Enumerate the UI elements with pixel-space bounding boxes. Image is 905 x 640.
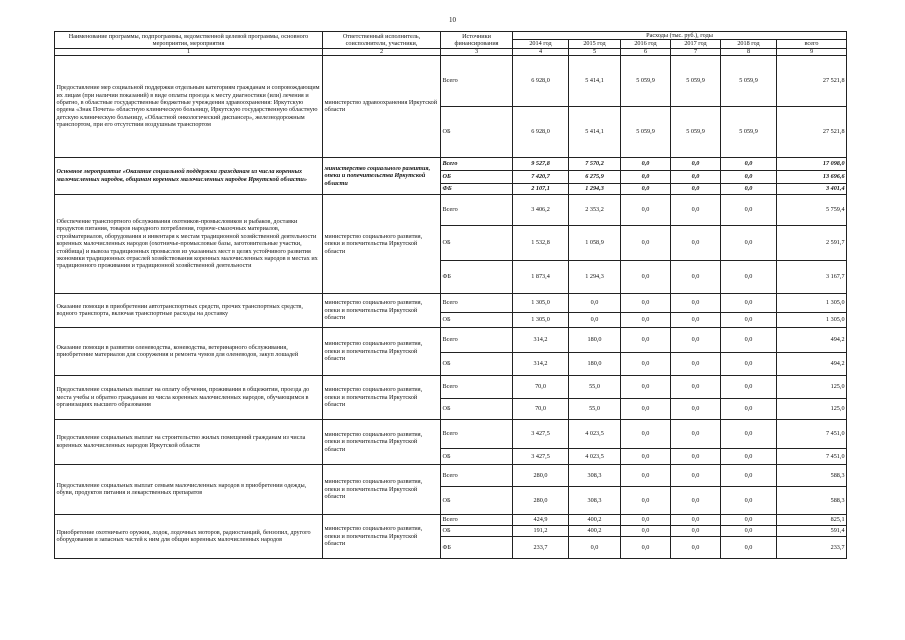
expense-value-cell: 2 353,2 [569, 194, 621, 225]
program-name-cell: Обеспечение транспортного обслуживания охотников-промысловиков и рыбаков, доставки продуктов питания, товаров народного потребления, горюче-смазочных материалов, стройматериалов, оборудования и инвентаря к местам традиционной хозяйственной деятельности коренных малочисленных народов (охотничье-промысловые базы, заготовительные участки, стойбища) и вывоза традиционных промыслов из указанных мест в целях устойчивого развития экономики традиционных отраслей хозяйствования коренных малочисленных народов в местах их традиционного проживания и традиционной хозяйственной деятельности [55, 194, 323, 293]
expense-value-cell: 0,0 [621, 514, 671, 525]
column-number: 3 [441, 48, 513, 55]
funding-source-cell: ОБ [441, 525, 513, 536]
column-number: 8 [721, 48, 777, 55]
header-expenses: Расходы (тыс. руб.), годы [513, 32, 847, 40]
expense-value-cell: 0,0 [721, 536, 777, 558]
expense-value-cell: 0,0 [721, 170, 777, 183]
funding-source-cell: ОБ [441, 398, 513, 419]
expense-value-cell: 0,0 [721, 464, 777, 486]
column-number: 6 [621, 48, 671, 55]
expense-value-cell: 1 058,9 [569, 225, 621, 260]
expense-value-cell: 0,0 [671, 398, 721, 419]
expense-value-cell: 0,0 [721, 514, 777, 525]
column-number: 2 [323, 48, 441, 55]
expense-total-cell: 27 521,8 [777, 55, 847, 106]
column-number: 5 [569, 48, 621, 55]
column-number: 1 [55, 48, 323, 55]
expense-value-cell: 180,0 [569, 327, 621, 352]
expense-value-cell: 191,2 [513, 525, 569, 536]
table-row [55, 157, 847, 170]
column-number: 7 [671, 48, 721, 55]
expense-value-cell: 0,0 [721, 293, 777, 312]
expense-value-cell: 0,0 [671, 486, 721, 514]
expense-value-cell: 6 275,9 [569, 170, 621, 183]
expense-value-cell: 0,0 [621, 194, 671, 225]
responsible-cell: министерство социального развития, опеки и попечительства Иркутской области [323, 157, 441, 194]
program-name-cell: Предоставление мер социальной поддержки отдельным категориям гражданам и сопровождающим их лицам (при наличии показаний) в виде оплаты проезда к месту диагностики (или) лечения и обратно, в областные государственные бюджетные учреждения здравоохранения: Иркутскую ордена «Знак Почета» областную клиническую больницу, Иркутскую государственную областную детскую клиническую больницу, «Областной онкологический диспансер», железнодорожным транспортом, при его отсутствии воздушным транспортом [55, 55, 323, 157]
expense-value-cell: 0,0 [721, 448, 777, 464]
responsible-cell: министерство социального развития, опеки и попечительства Иркутской области [323, 464, 441, 514]
funding-source-cell: Всего [441, 293, 513, 312]
expense-value-cell: 0,0 [621, 352, 671, 375]
program-name-cell: Предоставление социальных выплат на оплату обучения, проживания в общежитии, проезда до места учебы и обратно гражданам из числа коренных малочисленных народов, обучающимся в организациях высшего образования [55, 375, 323, 419]
expense-value-cell: 55,0 [569, 398, 621, 419]
expense-value-cell: 6 928,0 [513, 106, 569, 157]
expense-value-cell: 0,0 [721, 194, 777, 225]
expense-total-cell: 591,4 [777, 525, 847, 536]
table-row [55, 327, 847, 352]
expense-value-cell: 5 059,9 [721, 55, 777, 106]
responsible-cell: министерство социального развития, опеки и попечительства Иркутской области [323, 293, 441, 327]
expense-value-cell: 0,0 [621, 183, 671, 194]
expense-value-cell: 7 420,7 [513, 170, 569, 183]
responsible-cell: министерство социального развития, опеки и попечительства Иркутской области [323, 327, 441, 375]
expense-value-cell: 0,0 [721, 398, 777, 419]
expense-total-cell: 125,0 [777, 398, 847, 419]
expense-value-cell: 0,0 [721, 352, 777, 375]
expense-value-cell: 0,0 [671, 293, 721, 312]
expense-value-cell: 0,0 [621, 260, 671, 293]
expense-value-cell: 7 570,2 [569, 157, 621, 170]
budget-table [54, 31, 847, 559]
funding-source-cell: Всего [441, 375, 513, 398]
expense-value-cell: 0,0 [721, 486, 777, 514]
expense-value-cell: 0,0 [721, 183, 777, 194]
program-name-cell: Приобретение охотничьего оружия, лодок, лодочных моторов, радиостанций, бензопил, другого оборудования и запасных частей к ним для общин коренных малочисленных народов [55, 514, 323, 558]
expense-value-cell: 0,0 [721, 157, 777, 170]
header-program-name: Наименование программы, подпрограммы, ведомственной целевой программы, основного мероприятия, мероприятия [55, 32, 323, 49]
table-row [55, 194, 847, 225]
expense-value-cell: 400,2 [569, 525, 621, 536]
expense-value-cell: 0,0 [621, 536, 671, 558]
program-name-cell: Основное мероприятие «Оказание социальной поддержки гражданам из числа коренных малочисленных народов, общинам коренных малочисленных народов Иркутской области» [55, 157, 323, 194]
expense-value-cell: 9 527,8 [513, 157, 569, 170]
expense-value-cell: 2 107,1 [513, 183, 569, 194]
funding-source-cell: ФБ [441, 260, 513, 293]
expense-value-cell: 0,0 [671, 375, 721, 398]
responsible-cell: министерство социального развития, опеки и попечительства Иркутской области [323, 375, 441, 419]
program-name-cell: Оказание помощи в приобретении автотранспортных средств, прочих транспортных средств, водного транспорта, включая транспортные расходы на доставку [55, 293, 323, 327]
expense-value-cell: 5 414,1 [569, 55, 621, 106]
expense-value-cell: 0,0 [621, 375, 671, 398]
funding-source-cell: Всего [441, 327, 513, 352]
funding-source-cell: ОБ [441, 486, 513, 514]
funding-source-cell: Всего [441, 514, 513, 525]
expense-total-cell: 13 696,6 [777, 170, 847, 183]
expense-value-cell: 0,0 [671, 170, 721, 183]
expense-value-cell: 280,0 [513, 486, 569, 514]
column-number: 4 [513, 48, 569, 55]
expense-value-cell: 0,0 [721, 419, 777, 448]
expense-value-cell: 1 305,0 [513, 312, 569, 327]
expense-total-cell: 2 591,7 [777, 225, 847, 260]
header-year: 2015 год [569, 40, 621, 48]
expense-value-cell: 0,0 [671, 419, 721, 448]
funding-source-cell: Всего [441, 464, 513, 486]
expense-total-cell: 27 521,8 [777, 106, 847, 157]
expense-value-cell: 0,0 [621, 225, 671, 260]
funding-source-cell: ОБ [441, 170, 513, 183]
funding-source-cell: Всего [441, 157, 513, 170]
expense-value-cell: 308,3 [569, 464, 621, 486]
expense-value-cell: 1 294,3 [569, 183, 621, 194]
expense-total-cell: 825,1 [777, 514, 847, 525]
expense-value-cell: 0,0 [671, 312, 721, 327]
expense-value-cell: 0,0 [671, 194, 721, 225]
funding-source-cell: ОБ [441, 352, 513, 375]
expense-value-cell: 5 414,1 [569, 106, 621, 157]
responsible-cell: министерство социального развития, опеки и попечительства Иркутской области [323, 194, 441, 293]
responsible-cell: министерство социального развития, опеки и попечительства Иркутской области [323, 419, 441, 464]
funding-source-cell: ОБ [441, 106, 513, 157]
table-row [55, 419, 847, 448]
expense-value-cell: 0,0 [671, 352, 721, 375]
expense-value-cell: 424,9 [513, 514, 569, 525]
expense-value-cell: 5 059,9 [671, 55, 721, 106]
expense-value-cell: 6 928,0 [513, 55, 569, 106]
program-name-cell: Предоставление социальных выплат на строительство жилых помещений гражданам из числа коренных малочисленных народов Иркутской области [55, 419, 323, 464]
expense-value-cell: 55,0 [569, 375, 621, 398]
funding-source-cell: ОБ [441, 312, 513, 327]
header-row [55, 32, 847, 40]
expense-total-cell: 1 305,0 [777, 293, 847, 312]
expense-value-cell: 0,0 [569, 536, 621, 558]
expense-value-cell: 314,2 [513, 352, 569, 375]
expense-value-cell: 0,0 [621, 486, 671, 514]
expense-value-cell: 0,0 [671, 183, 721, 194]
expense-value-cell: 180,0 [569, 352, 621, 375]
expense-value-cell: 0,0 [671, 327, 721, 352]
expense-value-cell: 4 023,5 [569, 448, 621, 464]
expense-total-cell: 233,7 [777, 536, 847, 558]
expense-total-cell: 7 451,0 [777, 448, 847, 464]
expense-value-cell: 5 059,9 [721, 106, 777, 157]
program-name-cell: Предоставление социальных выплат семьям малочисленных народов в приобретении одежды, обуви, продуктов питания и лекарственных препаратов [55, 464, 323, 514]
expense-value-cell: 0,0 [721, 260, 777, 293]
expense-value-cell: 70,0 [513, 398, 569, 419]
expense-value-cell: 0,0 [621, 157, 671, 170]
funding-source-cell: ОБ [441, 225, 513, 260]
expense-total-cell: 588,3 [777, 464, 847, 486]
expense-value-cell: 0,0 [671, 536, 721, 558]
expense-value-cell: 0,0 [671, 260, 721, 293]
expense-total-cell: 588,3 [777, 486, 847, 514]
expense-value-cell: 233,7 [513, 536, 569, 558]
column-number: 9 [777, 48, 847, 55]
header-year: 2018 год [721, 40, 777, 48]
header-year-total: всего [777, 40, 847, 48]
expense-total-cell: 3 401,4 [777, 183, 847, 194]
program-name-cell: Оказание помощи в развитии оленеводства, коневодства, ветеринарного обслуживания, приобретение материалов для сооружения и ремонта чумов для оленеводов, закуп лошадей [55, 327, 323, 375]
expense-value-cell: 3 406,2 [513, 194, 569, 225]
expense-total-cell: 1 305,0 [777, 312, 847, 327]
table-row [55, 55, 847, 106]
expense-value-cell: 0,0 [621, 525, 671, 536]
expense-value-cell: 0,0 [671, 464, 721, 486]
expense-value-cell: 5 059,9 [621, 55, 671, 106]
expense-value-cell: 1 532,8 [513, 225, 569, 260]
expense-value-cell: 0,0 [721, 225, 777, 260]
header-year: 2016 год [621, 40, 671, 48]
expense-value-cell: 4 023,5 [569, 419, 621, 448]
expense-value-cell: 400,2 [569, 514, 621, 525]
expense-total-cell: 3 167,7 [777, 260, 847, 293]
responsible-cell: министерство здравоохранения Иркутской области [323, 55, 441, 157]
header-year: 2017 год [671, 40, 721, 48]
expense-total-cell: 17 098,0 [777, 157, 847, 170]
budget-table-body [55, 55, 847, 558]
expense-value-cell: 5 059,9 [621, 106, 671, 157]
expense-value-cell: 0,0 [621, 327, 671, 352]
expense-value-cell: 0,0 [671, 448, 721, 464]
expense-value-cell: 0,0 [621, 293, 671, 312]
expense-value-cell: 0,0 [621, 419, 671, 448]
expense-total-cell: 494,2 [777, 352, 847, 375]
expense-value-cell: 3 427,5 [513, 448, 569, 464]
expense-value-cell: 0,0 [721, 525, 777, 536]
expense-value-cell: 314,2 [513, 327, 569, 352]
funding-source-cell: Всего [441, 194, 513, 225]
expense-value-cell: 0,0 [671, 525, 721, 536]
funding-source-cell: ОБ [441, 448, 513, 464]
funding-source-cell: Всего [441, 419, 513, 448]
expense-value-cell: 0,0 [621, 398, 671, 419]
responsible-cell: министерство социального развития, опеки и попечительства Иркутской области [323, 514, 441, 558]
expense-value-cell: 0,0 [569, 312, 621, 327]
expense-value-cell: 0,0 [671, 157, 721, 170]
header-funding-source: Источники финансирования [441, 32, 513, 49]
expense-total-cell: 5 759,4 [777, 194, 847, 225]
expense-total-cell: 494,2 [777, 327, 847, 352]
expense-total-cell: 125,0 [777, 375, 847, 398]
expense-value-cell: 70,0 [513, 375, 569, 398]
expense-value-cell: 0,0 [569, 293, 621, 312]
expense-value-cell: 0,0 [621, 464, 671, 486]
header-year: 2014 год [513, 40, 569, 48]
expense-value-cell: 0,0 [721, 327, 777, 352]
expense-value-cell: 5 059,9 [671, 106, 721, 157]
expense-value-cell: 0,0 [671, 225, 721, 260]
table-row [55, 464, 847, 486]
expense-value-cell: 1 294,3 [569, 260, 621, 293]
expense-value-cell: 0,0 [721, 375, 777, 398]
funding-source-cell: Всего [441, 55, 513, 106]
column-numbers-row [55, 48, 847, 55]
expense-value-cell: 3 427,5 [513, 419, 569, 448]
expense-value-cell: 280,0 [513, 464, 569, 486]
expense-value-cell: 0,0 [671, 514, 721, 525]
table-row [55, 293, 847, 312]
funding-source-cell: ФБ [441, 183, 513, 194]
expense-value-cell: 308,3 [569, 486, 621, 514]
expense-value-cell: 1 305,0 [513, 293, 569, 312]
table-row [55, 514, 847, 525]
expense-value-cell: 0,0 [621, 448, 671, 464]
expense-value-cell: 0,0 [621, 312, 671, 327]
expense-value-cell: 0,0 [621, 170, 671, 183]
page-number: 10 [449, 16, 456, 24]
expense-total-cell: 7 451,0 [777, 419, 847, 448]
expense-value-cell: 0,0 [721, 312, 777, 327]
table-row [55, 375, 847, 398]
expense-value-cell: 1 873,4 [513, 260, 569, 293]
header-responsible: Ответственный исполнитель, соисполнители, участники, [323, 32, 441, 49]
funding-source-cell: ФБ [441, 536, 513, 558]
